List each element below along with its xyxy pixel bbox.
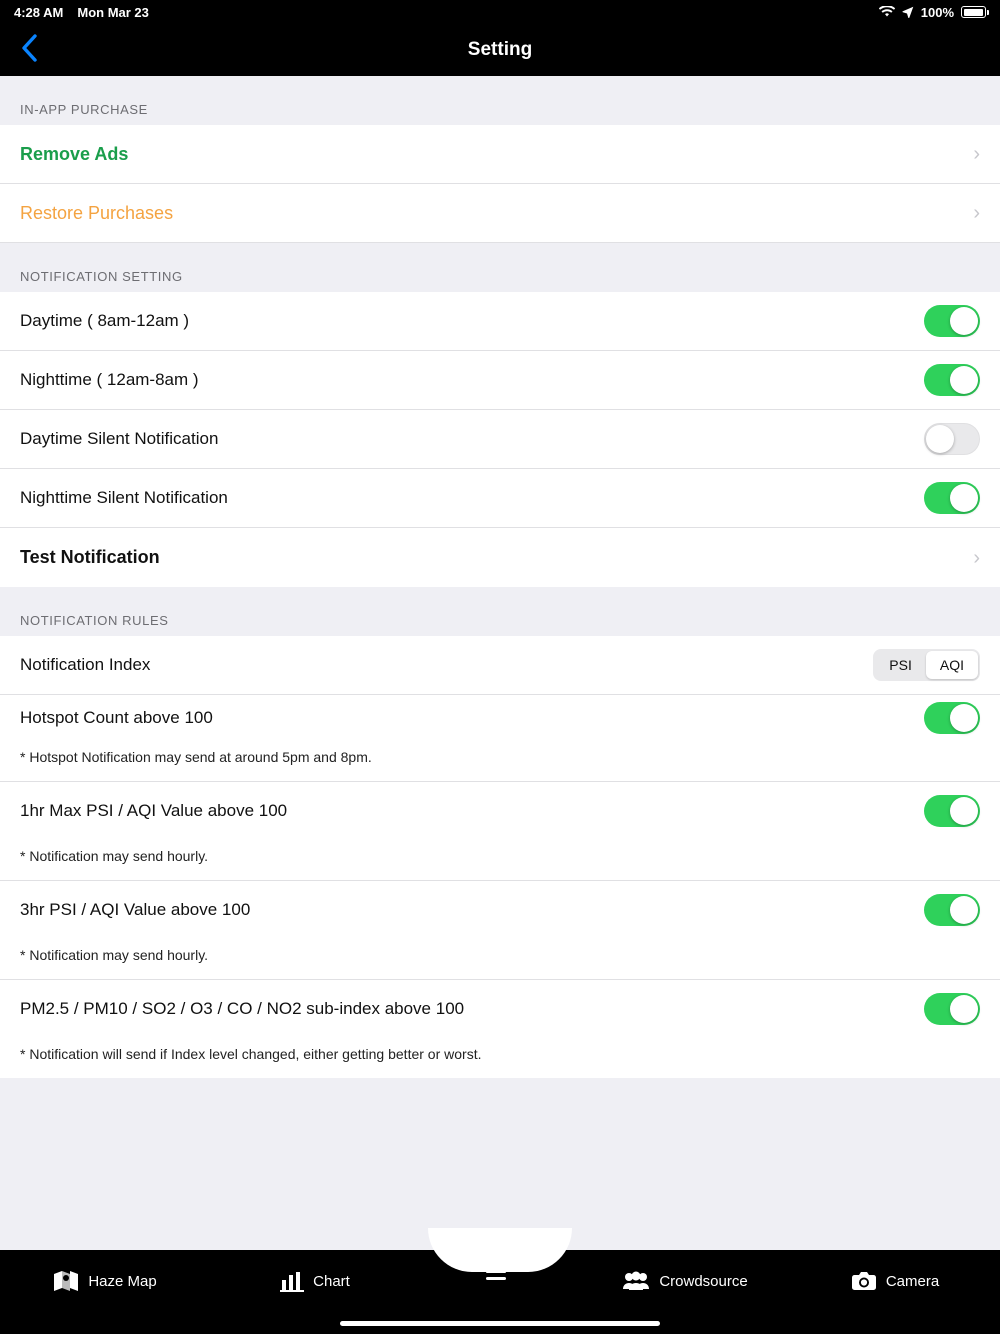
status-date: Mon Mar 23 [77,4,149,20]
section-header-in-app-purchase: IN-APP PURCHASE [0,76,1000,125]
toggle-sub-index[interactable] [924,993,980,1025]
chevron-right-icon: › [973,202,980,224]
toggle-3hr-value[interactable] [924,894,980,926]
tab-label-chart: Chart [313,1272,350,1290]
tab-camera[interactable] [790,1271,1000,1291]
tab-bar[interactable] [0,1250,1000,1334]
group-in-app-purchase [0,125,1000,243]
row-label-nighttime-silent: Nighttime Silent Notification [20,488,228,507]
toggle-nighttime[interactable] [924,364,980,396]
row-restore-purchases[interactable] [0,184,1000,243]
toggle-hotspot-count[interactable] [924,702,980,734]
row-remove-ads[interactable] [0,125,1000,184]
home-indicator [340,1321,660,1326]
row-label-3hr-value: 3hr PSI / AQI Value above 100 [20,900,251,919]
navigation-bar [0,24,1000,76]
settings-list[interactable] [0,76,1000,1250]
wifi-icon [879,6,895,18]
note-1hr-max: * Notification may send hourly. [0,844,1000,881]
tab-bar-notch [428,1228,572,1272]
row-label-hotspot-count: Hotspot Count above 100 [20,708,213,727]
row-nighttime[interactable] [0,351,1000,410]
camera-icon [851,1271,877,1291]
tab-label-camera: Camera [885,1272,940,1290]
row-label-daytime: Daytime ( 8am-12am ) [20,311,190,330]
note-3hr-value: * Notification may send hourly. [0,943,1000,980]
battery-percent: 100% [920,4,954,20]
row-label-test-notification: Test Notification [20,547,160,567]
toggle-daytime[interactable] [924,305,980,337]
tab-label-haze-map: Haze Map [88,1272,157,1290]
row-label-remove-ads: Remove Ads [20,143,129,164]
row-daytime-silent[interactable] [0,410,1000,469]
row-label-notification-index: Notification Index [20,655,151,674]
row-nighttime-silent[interactable] [0,469,1000,528]
tab-chart[interactable] [210,1270,420,1292]
page-title: Setting [467,39,533,60]
note-hotspot-count: * Hotspot Notification may send at around 5pm and 8pm. [0,745,1000,782]
row-notification-index[interactable] [0,636,1000,695]
chevron-right-icon: › [973,546,980,569]
status-time: 4:28 AM [14,4,64,20]
tab-haze-map[interactable] [0,1270,210,1292]
back-button[interactable] [10,24,48,76]
status-bar [0,0,1000,24]
row-daytime[interactable] [0,292,1000,351]
battery-icon [961,6,986,18]
row-label-daytime-silent: Daytime Silent Notification [20,429,219,448]
note-sub-index: * Notification will send if Index level changed, either getting better or worst. [0,1042,1000,1078]
status-bar-left [14,5,149,20]
row-sub-index[interactable] [0,980,1000,1042]
section-header-notification-setting: NOTIFICATION SETTING [0,243,1000,292]
segment-aqi[interactable]: AQI [926,651,978,679]
map-icon [53,1270,79,1292]
group-notification-rules [0,636,1000,1078]
row-label-1hr-max: 1hr Max PSI / AQI Value above 100 [20,801,288,820]
segmented-notification-index[interactable] [873,649,980,681]
tab-label-crowdsource: Crowdsource [659,1272,748,1290]
toggle-daytime-silent[interactable] [924,423,980,455]
row-hotspot-count[interactable] [0,695,1000,745]
chevron-right-icon: › [973,143,980,165]
segment-psi[interactable]: PSI [889,657,912,673]
row-label-sub-index: PM2.5 / PM10 / SO2 / O3 / CO / NO2 sub-index above 100 [20,999,465,1018]
toggle-1hr-max[interactable] [924,795,980,827]
group-notification-setting [0,292,1000,587]
section-header-notification-rules: NOTIFICATION RULES [0,587,1000,636]
status-bar-right [879,5,986,20]
chevron-left-icon [20,33,38,68]
bar-chart-icon [280,1270,304,1292]
toggle-nighttime-silent[interactable] [924,482,980,514]
row-label-nighttime: Nighttime ( 12am-8am ) [20,370,199,389]
tab-crowdsource[interactable] [580,1271,790,1291]
people-icon [622,1271,650,1291]
row-test-notification[interactable] [0,528,1000,587]
row-3hr-value[interactable] [0,881,1000,943]
row-1hr-max[interactable] [0,782,1000,844]
location-arrow-icon [902,6,914,18]
row-label-restore-purchases: Restore Purchases [20,202,174,223]
